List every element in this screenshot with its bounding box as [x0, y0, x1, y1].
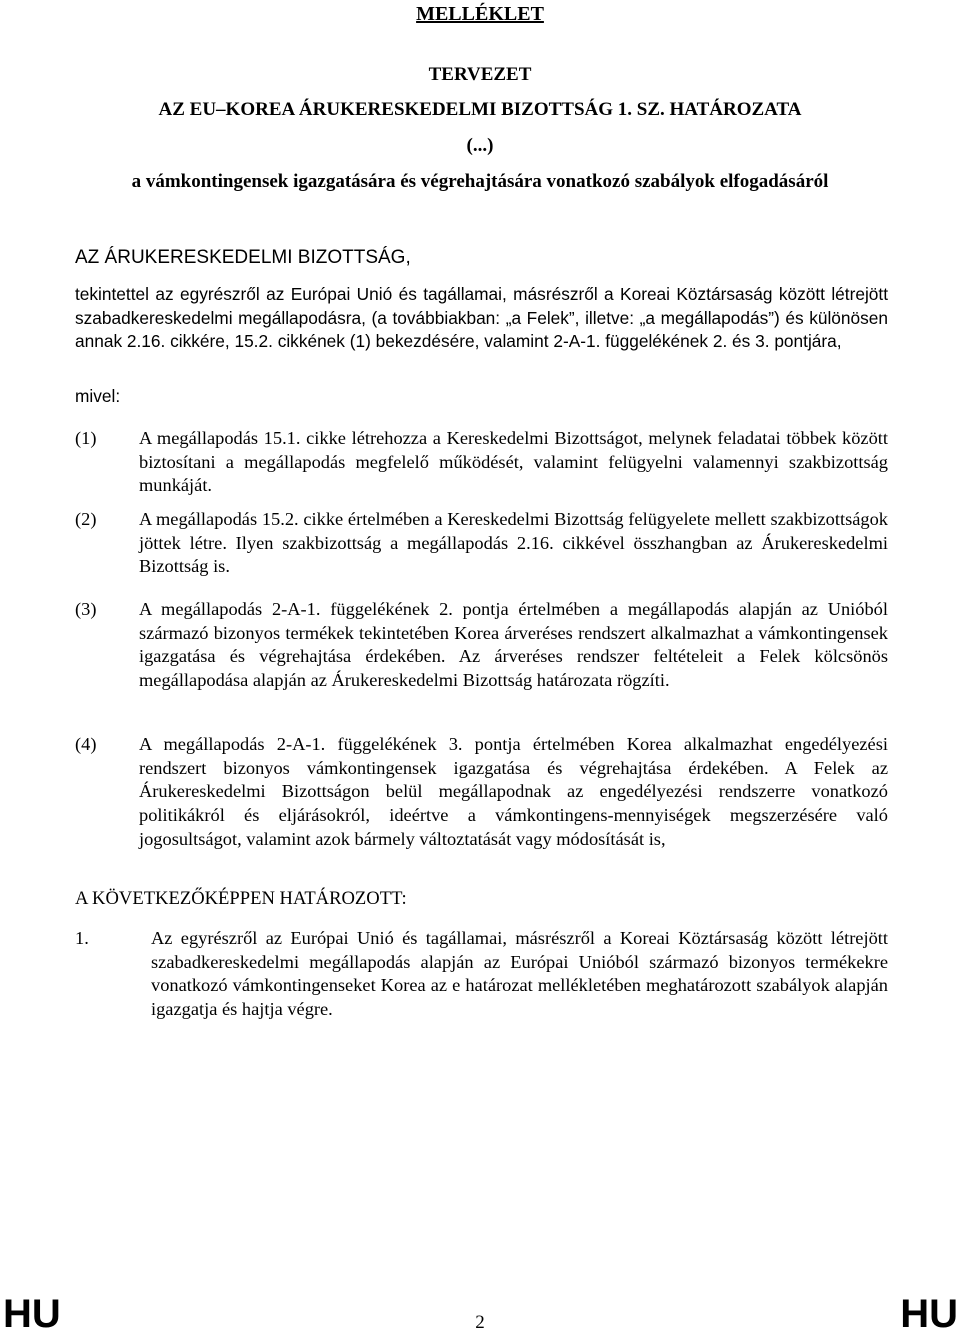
article-text: Az egyrészről az Európai Unió és tagállamai, másrészről a Koreai Köztársaság között létrejött szabadkereskedelmi megállapodás alapján az Európai Unióból származó bizonyos termékekre vonatkozó vámkontingenseket Korea az e határozat mellékletében meghatározott szabályok alapján igazgatja és hajtja végre. — [151, 928, 888, 1020]
recital-number: (4) — [75, 734, 97, 754]
recital-text: A megállapodás 15.2. cikke értelmében a Kereskedelmi Bizottság felügyelete mellett szakbizottságok jöttek létre. Ilyen szakbizottság a megállapodás 2.16. cikkével összhangban az Árukereskedelmi Bizottság is. — [139, 509, 888, 577]
language-code-left: HU — [3, 1292, 61, 1336]
decision-number: (...) — [466, 135, 494, 156]
having-regard-paragraph: tekintettel az egyrészről az Európai Unió és tagállamai, másrészről a Koreai Köztársaság között létrejött szabadkereskedelmi megállapodásra, (a továbbiakban: „a Felek”, illetve: „a megállapodás”) és különösen annak 2.16. cikkére, 15.2. cikkének (1) bekezdésére, valamint 2-A-1. függelékének 2. és 3. pontjára, — [75, 284, 888, 352]
page-number: 2 — [475, 1312, 485, 1333]
draft-label: TERVEZET — [428, 64, 532, 85]
committee-heading: AZ ÁRUKERESKEDELMI BIZOTTSÁG, — [75, 247, 411, 268]
recital-text: A megállapodás 2-A-1. függelékének 2. pontja értelmében a megállapodás alapján az Unióból származó bizonyos termékek tekintetében Korea árveréses rendszert alkalmazhat a vámkontingensek igazgatása és végrehajtása érdekében. Az árveréses rendszer feltételeit a Felek kölcsönös megállapodása alapján az Árukereskedelmi Bizottság határozata rögzíti. — [139, 599, 888, 691]
decision-title: AZ EU–KOREA ÁRUKERESKEDELMI BIZOTTSÁG 1. SZ. HATÁROZATA — [158, 99, 802, 120]
recital-text: A megállapodás 2-A-1. függelékének 3. pontja értelmében Korea alkalmazhat engedélyezési rendszert bizonyos vámkontingensek igazgatása és végrehajtása érdekében. A Felek az Árukereskedelmi Bizottságon belül megállapodnak az engedélyezési rendszerre vonatkozó politikákról és eljárásokról, ideértve a vámkontingens-mennyiségek megszerzésére való jogosultságot, valamint azok bármely változtatását vagy módosítását is, — [139, 734, 888, 849]
decided-heading: A KÖVETKEZŐKÉPPEN HATÁROZOTT: — [75, 888, 407, 909]
decision-subject: a vámkontingensek igazgatására és végrehajtására vonatkozó szabályok elfogadásáról — [131, 171, 829, 192]
recital-text: A megállapodás 15.1. cikke létrehozza a Kereskedelmi Bizottságot, melynek feladatai többek között biztosítani a megállapodás megfelelő működését, valamint felügyelni valamennyi szakbizottság munkáját. — [139, 428, 888, 496]
language-code-right: HU — [900, 1292, 958, 1336]
article-number: 1. — [75, 928, 89, 948]
recital-number: (2) — [75, 509, 97, 529]
annex-heading: MELLÉKLET — [416, 3, 544, 25]
recital-number: (3) — [75, 599, 97, 619]
whereas-label: mivel: — [75, 386, 121, 406]
recital-number: (1) — [75, 428, 97, 448]
